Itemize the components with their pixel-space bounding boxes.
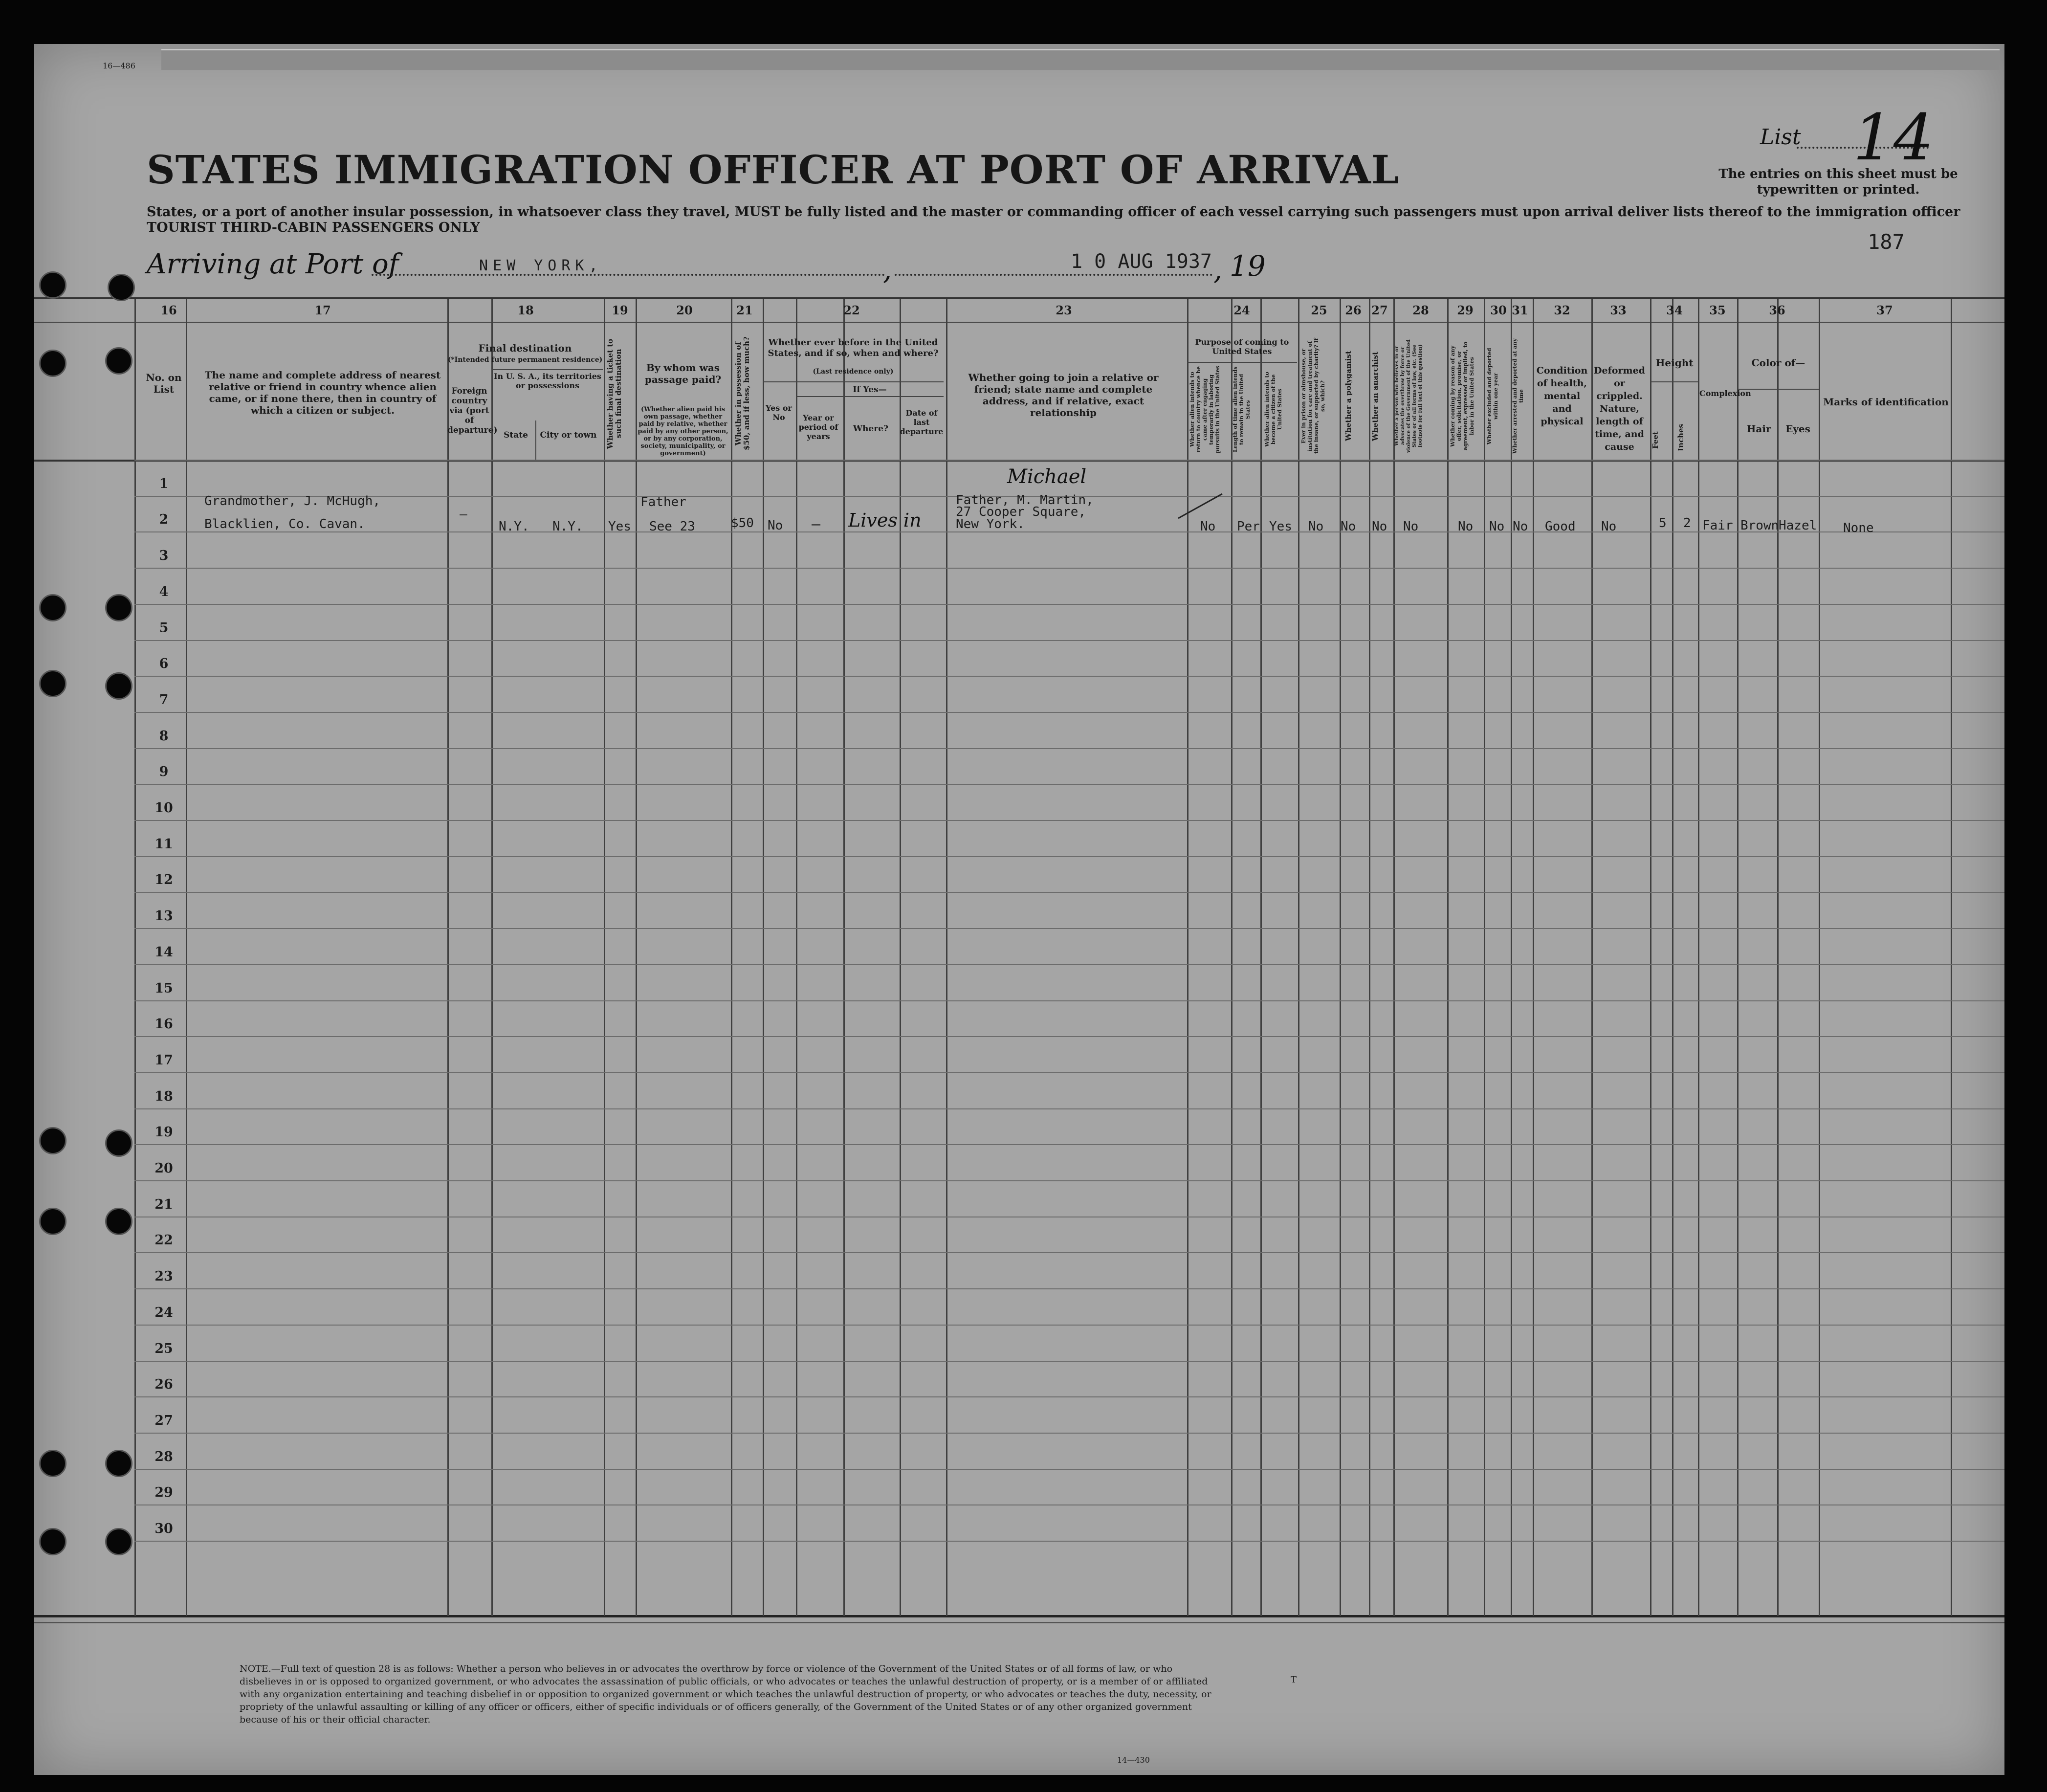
col16-header: No. on List — [146, 372, 182, 395]
column-number: 22 — [843, 303, 860, 317]
row-line — [134, 1396, 2004, 1397]
row-number: 1 — [159, 476, 169, 491]
col18-note: (*Intended future permanent residence) — [447, 356, 603, 364]
col18-sub-divider — [491, 369, 492, 461]
entries-note: The entries on this sheet must be typewritten or printed. — [1718, 167, 1958, 197]
cabin-class: TOURIST THIRD-CABIN PASSENGERS ONLY — [147, 220, 480, 235]
row-line — [134, 640, 2004, 641]
join-line3: New York. — [956, 517, 1025, 531]
feet-value: 5 — [1659, 516, 1667, 531]
col24-return: Whether alien intends to return to country whence he came after engaging temporarily in laboring pursuits in the United States — [1189, 366, 1221, 453]
binder-hole — [39, 1208, 66, 1235]
col18-sub-divider — [535, 420, 536, 461]
row-line — [134, 712, 2004, 713]
form-code: 14—430 — [1117, 1755, 1150, 1765]
inches-value: 2 — [1683, 516, 1691, 531]
row-line — [134, 568, 2004, 569]
col22-date: Date of last departure — [900, 408, 944, 436]
row-number: 28 — [154, 1449, 173, 1464]
q29-value: No — [1458, 519, 1474, 534]
comma-mark: , — [883, 254, 892, 286]
row-line — [134, 1361, 2004, 1362]
row-number: 23 — [154, 1269, 173, 1284]
column-number: 17 — [314, 303, 331, 317]
col32-header: Condition of health, mental and physical — [1536, 365, 1588, 427]
row-number: 29 — [154, 1485, 173, 1500]
col18-usa: In U. S. A., its territories or possessions — [494, 372, 601, 390]
row-number: 8 — [159, 729, 169, 744]
col22-sub-rule — [796, 396, 944, 397]
row-line — [134, 748, 2004, 749]
length-value: Per — [1237, 519, 1260, 534]
return-value: No — [1200, 519, 1216, 534]
list-label: List — [1760, 125, 1801, 150]
column-number: 24 — [1233, 303, 1250, 317]
instructions-line: States, or a port of another insular possession, in whatsoever class they travel, MUST be fully listed and the master or commanding officer of each vessel carrying such passengers must upon arrival deliver lists thereof to the immigration officer — [147, 204, 1960, 220]
col22-yesno: Yes or No — [766, 403, 792, 422]
q30-value: No — [1489, 519, 1505, 534]
col20-title: By whom was passage paid? — [644, 362, 722, 385]
row-line — [134, 856, 2004, 857]
where-handwritten: Lives in — [848, 509, 922, 531]
row-line — [134, 1325, 2004, 1326]
row-number: 17 — [154, 1053, 173, 1068]
column-number: 33 — [1610, 303, 1627, 317]
port-name: NEW YORK, — [479, 257, 603, 274]
col21-header: Whether in possession of $50, and if less, how much? — [734, 336, 751, 451]
page-number: 187 — [1868, 230, 1905, 254]
binder-hole — [105, 347, 132, 375]
binder-hole — [105, 1129, 132, 1157]
row-number: 21 — [154, 1197, 173, 1212]
deformed-value: No — [1601, 519, 1617, 534]
hair-value: Brown — [1740, 518, 1779, 533]
row-line — [134, 1252, 2004, 1253]
binder-hole — [108, 274, 135, 301]
row-number: 3 — [159, 548, 169, 563]
row-line — [134, 1144, 2004, 1145]
row-number: 27 — [154, 1413, 173, 1428]
binder-hole — [105, 594, 132, 621]
column-number-rule — [34, 322, 2004, 323]
col24-sub-rule — [1187, 362, 1297, 363]
column-number: 28 — [1412, 303, 1429, 317]
row-number: 25 — [154, 1341, 173, 1356]
before-us: No — [768, 518, 783, 533]
row-line — [134, 1541, 2004, 1542]
row-number: 30 — [154, 1521, 173, 1536]
col34-inches: Inches — [1676, 424, 1685, 451]
prison-value: No — [1308, 519, 1324, 534]
row-line — [134, 1504, 2004, 1505]
row-number: 22 — [154, 1233, 173, 1248]
port-dotted-line — [372, 274, 885, 276]
date-stamp: 1 0 AUG 1937 — [1071, 250, 1212, 273]
row-number: 12 — [154, 872, 173, 887]
column-number: 21 — [736, 303, 753, 317]
row-line — [134, 460, 2004, 461]
binder-hole — [39, 1528, 66, 1555]
col29-header: Whether coming by reason of any offer, solicitation, promise, or agreement, expressed or implied, to labor in the United States — [1450, 341, 1475, 451]
paid-by-line1: Father — [640, 495, 686, 509]
row-number: 26 — [154, 1377, 173, 1392]
column-number: 36 — [1769, 303, 1785, 317]
col22-ifyes: If Yes— — [853, 385, 887, 395]
col25-header: Ever in prison or almshouse, or institution for care and treatment of the insane, or supported by charity? If so, which? — [1300, 338, 1326, 454]
column-number: 16 — [160, 303, 177, 317]
binder-hole — [39, 1450, 66, 1477]
row-line — [134, 1288, 2004, 1289]
anarchist-value: No — [1372, 519, 1387, 534]
col34-sub-rule — [1650, 381, 1698, 382]
money-value: $50 — [731, 516, 754, 531]
col34-title: Height — [1655, 357, 1694, 369]
col22-title: Whether ever before in the United States, and if so, when and where? — [768, 337, 939, 358]
row-number: 2 — [159, 512, 169, 527]
column-number: 35 — [1709, 303, 1726, 317]
row-line — [134, 676, 2004, 677]
column-number: 29 — [1457, 303, 1474, 317]
col24-length: Length of time alien intends to remain in the United States — [1232, 366, 1251, 453]
row-number: 7 — [159, 692, 169, 708]
ticket-value: Yes — [608, 519, 631, 534]
year-period: — — [812, 516, 821, 533]
page-title: STATES IMMIGRATION OFFICER AT PORT OF ARRIVAL — [147, 147, 1399, 193]
row-number: 24 — [154, 1305, 173, 1320]
column-number: 32 — [1554, 303, 1570, 317]
header-top-rule — [34, 297, 2004, 299]
binder-hole — [105, 1208, 132, 1235]
row-number: 5 — [159, 620, 169, 636]
col24-title: Purpose of coming to United States — [1195, 337, 1289, 356]
small-mark: T — [1291, 1675, 1297, 1685]
row-line — [134, 1108, 2004, 1109]
binder-hole — [39, 670, 66, 697]
col31-header: Whether arrested and deported at any time — [1512, 338, 1524, 454]
form-corner-mark: 16—486 — [103, 61, 135, 70]
table-bottom-rule-thin — [34, 1622, 2004, 1623]
row-line — [134, 1180, 2004, 1181]
col22-note: (Last residence only) — [813, 368, 894, 376]
col23-header: Whether going to join a relative or friend; state name and complete address, and if relative, exact relationship — [968, 372, 1159, 419]
previous-page-edge — [161, 49, 2000, 70]
row-number: 15 — [154, 981, 173, 996]
polygamist-value: No — [1341, 519, 1356, 534]
col34-feet: Feet — [1651, 431, 1660, 449]
dest-state: N.Y. — [499, 519, 529, 534]
row-number: 20 — [154, 1161, 173, 1176]
column-number: 18 — [517, 303, 534, 317]
row-line — [134, 1433, 2004, 1434]
row-line — [134, 1469, 2004, 1470]
relative-line2: Blacklien, Co. Cavan. — [204, 517, 365, 531]
binder-hole — [39, 594, 66, 621]
column-number: 19 — [612, 303, 628, 317]
foreign-via: — — [460, 507, 467, 522]
dest-city: N.Y. — [552, 519, 583, 534]
col18-state: State — [504, 430, 528, 440]
row-number: 4 — [159, 584, 169, 599]
binder-hole — [105, 672, 132, 700]
eyes-value: Hazel — [1779, 518, 1817, 533]
row-number: 6 — [159, 656, 169, 671]
binder-hole — [105, 1450, 132, 1477]
column-number: 30 — [1490, 303, 1507, 317]
q31-value: No — [1513, 519, 1528, 534]
join-line2: 27 Cooper Square, — [956, 505, 1086, 519]
row-number: 14 — [154, 945, 173, 960]
col24-citizen: Whether alien intends to become a citizen of the United States — [1264, 372, 1283, 447]
col37-header: Marks of identification — [1823, 396, 1949, 408]
col27-header: Whether an anarchist — [1371, 351, 1380, 441]
row-number: 19 — [154, 1125, 173, 1140]
col35-header: Complexion — [1699, 389, 1751, 398]
row-line — [134, 892, 2004, 893]
col36-sub-rule — [1738, 389, 1819, 390]
column-number: 27 — [1371, 303, 1388, 317]
row-line — [134, 1036, 2004, 1037]
list-number: 14 — [1853, 100, 1934, 175]
pencil-slash-mark — [1173, 489, 1227, 523]
footnote-question-28: NOTE.—Full text of question 28 is as follows: Whether a person who believes in or advocates the overthrow by force or violence of the Government of the United States or of all forms of law, or who disbelieves in or is opposed to organized government, or who advocates the assassination of public officials, or who advocates or teaches the unlawful destruction of property, or is a member of or affiliated with any organization entertaining and teaching disbelief in or opposition to organized government or which teaches the unlawful destruction of property, or who advocates or teaches the duty, necessity, or propriety of the unlawful assaulting or killing of any officer or officers, either of specific individuals or of officers generally, of the Government of the United States or of any other organized government because of his or their official character. — [240, 1663, 1211, 1725]
complexion-value: Fair — [1702, 518, 1733, 533]
marks-value: None — [1843, 521, 1874, 535]
row-line — [134, 1000, 2004, 1001]
column-number: 31 — [1512, 303, 1528, 317]
binder-hole — [105, 1528, 132, 1555]
col36-eyes: Eyes — [1785, 423, 1810, 435]
comma-mark: , — [1213, 254, 1222, 286]
row-line — [134, 1072, 2004, 1073]
column-number: 26 — [1345, 303, 1362, 317]
col18-title: Final destination — [478, 342, 572, 354]
health-value: Good — [1545, 519, 1576, 534]
row-line — [134, 820, 2004, 821]
col19-header: Whether having a ticket to such final destination — [606, 338, 623, 449]
join-line1: Father, M. Martin, — [956, 493, 1094, 508]
col17-header: The name and complete address of nearest relative or friend in country whence alien came, or if none there, then in country of which a citizen or subject. — [204, 369, 441, 416]
col22-where: Where? — [853, 424, 888, 434]
relative-line1: Grandmother, J. McHugh, — [204, 494, 381, 509]
col22-sub-rule — [763, 381, 944, 382]
col26-header: Whether a polygamist — [1344, 351, 1353, 442]
col18-sub-rule — [491, 369, 603, 370]
binder-hole — [39, 350, 66, 377]
q28-value: No — [1403, 519, 1419, 534]
arriving-label: Arriving at Port of — [147, 248, 399, 280]
column-number: 37 — [1876, 303, 1893, 317]
year-prefix: 19 — [1230, 249, 1266, 283]
col22-year: Year or period of years — [798, 413, 838, 441]
col36-title: Color of— — [1751, 357, 1805, 369]
row-number: 13 — [154, 908, 173, 924]
row-line — [134, 964, 2004, 965]
row-number: 11 — [154, 837, 173, 852]
table-bottom-rule — [34, 1615, 2004, 1617]
column-number: 20 — [676, 303, 693, 317]
paid-by-line2: See 23 — [649, 519, 695, 534]
col30-header: Whether excluded and deported within one year — [1486, 348, 1499, 444]
column-number: 25 — [1311, 303, 1327, 317]
citizen-value: Yes — [1269, 519, 1292, 534]
row-number: 10 — [154, 800, 173, 816]
row-number: 9 — [159, 764, 169, 779]
date-dotted-line — [895, 274, 1212, 276]
col18-foreign: Foreign country via (port of departure) — [447, 386, 498, 435]
column-number: 34 — [1666, 303, 1683, 317]
col28-header: Whether a person who believes in or advocates the overthrow by force or violence of the Government of the United States or of all forms of law, etc. (See footnote for full text of this question) — [1394, 339, 1423, 453]
col20-note: (Whether alien paid his own passage, whether paid by relative, whether paid by any other person, or by any corporation, society, municipality, or government) — [638, 406, 728, 457]
col36-hair: Hair — [1746, 423, 1771, 435]
row-line — [134, 784, 2004, 785]
col33-header: Deformed or crippled. Nature, length of time, and cause — [1594, 365, 1645, 452]
binder-hole — [39, 1127, 66, 1154]
column-number: 23 — [1056, 303, 1072, 317]
row-number: 18 — [154, 1089, 173, 1104]
row-line — [134, 928, 2004, 929]
row-line — [134, 604, 2004, 605]
col18-city: City or town — [540, 430, 597, 440]
join-handwritten: Michael — [1007, 465, 1087, 488]
binder-hole — [39, 271, 66, 299]
row-number: 16 — [154, 1017, 173, 1032]
